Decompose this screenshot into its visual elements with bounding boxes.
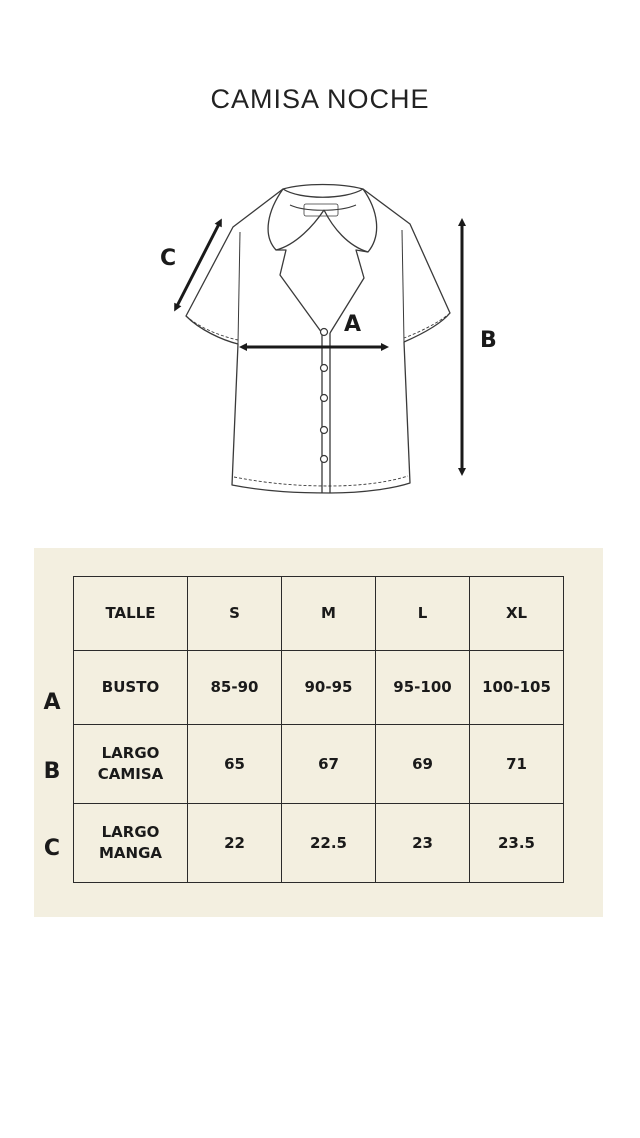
table-cell: 69 xyxy=(376,725,470,804)
label-a: A xyxy=(344,312,362,337)
row-label-line: LARGO xyxy=(101,744,160,762)
left-collar xyxy=(268,189,322,333)
button-5 xyxy=(321,456,328,463)
row-letter-c: C xyxy=(43,836,61,861)
table-row xyxy=(74,651,564,725)
table-cell: 22 xyxy=(188,804,282,883)
table-cell: 23.5 xyxy=(470,804,564,883)
button-4 xyxy=(321,427,328,434)
row-letter-a: A xyxy=(43,690,61,715)
button-2 xyxy=(321,365,328,372)
header-l: L xyxy=(376,577,470,651)
table-cell: 85-90 xyxy=(188,651,282,725)
table-cell: 90-95 xyxy=(282,651,376,725)
row-label-line: CAMISA xyxy=(97,765,164,783)
table-row xyxy=(74,804,564,883)
page-title: CAMISA NOCHE xyxy=(210,84,430,114)
back-collar xyxy=(283,189,363,197)
row-label-largo-manga xyxy=(74,804,188,883)
table-row xyxy=(74,725,564,804)
table-cell: 95-100 xyxy=(376,651,470,725)
label-b: B xyxy=(480,328,497,353)
row-letter-b: B xyxy=(43,759,61,784)
size-table xyxy=(73,576,564,883)
table-cell: 22.5 xyxy=(282,804,376,883)
table-header-row xyxy=(74,577,564,651)
header-s: S xyxy=(188,577,282,651)
label-c: C xyxy=(160,246,177,271)
header-xl: XL xyxy=(470,577,564,651)
header-m: M xyxy=(282,577,376,651)
placket xyxy=(322,333,330,493)
row-label-line: LARGO xyxy=(101,823,160,841)
table-cell: 71 xyxy=(470,725,564,804)
shirt-diagram xyxy=(0,150,640,530)
table-cell: 23 xyxy=(376,804,470,883)
table-cell: 65 xyxy=(188,725,282,804)
shirt-drawing xyxy=(0,150,640,530)
header-talle: TALLE xyxy=(74,577,188,651)
size-chart-panel xyxy=(34,548,603,917)
shirt-outline xyxy=(186,185,450,494)
row-label-line: BUSTO xyxy=(101,678,160,696)
row-label-largo-camisa xyxy=(74,725,188,804)
table-cell: 100-105 xyxy=(470,651,564,725)
row-label-line: MANGA xyxy=(98,844,162,862)
row-label-busto xyxy=(74,651,188,725)
button-3 xyxy=(321,395,328,402)
table-cell: 67 xyxy=(282,725,376,804)
button-1 xyxy=(321,329,328,336)
